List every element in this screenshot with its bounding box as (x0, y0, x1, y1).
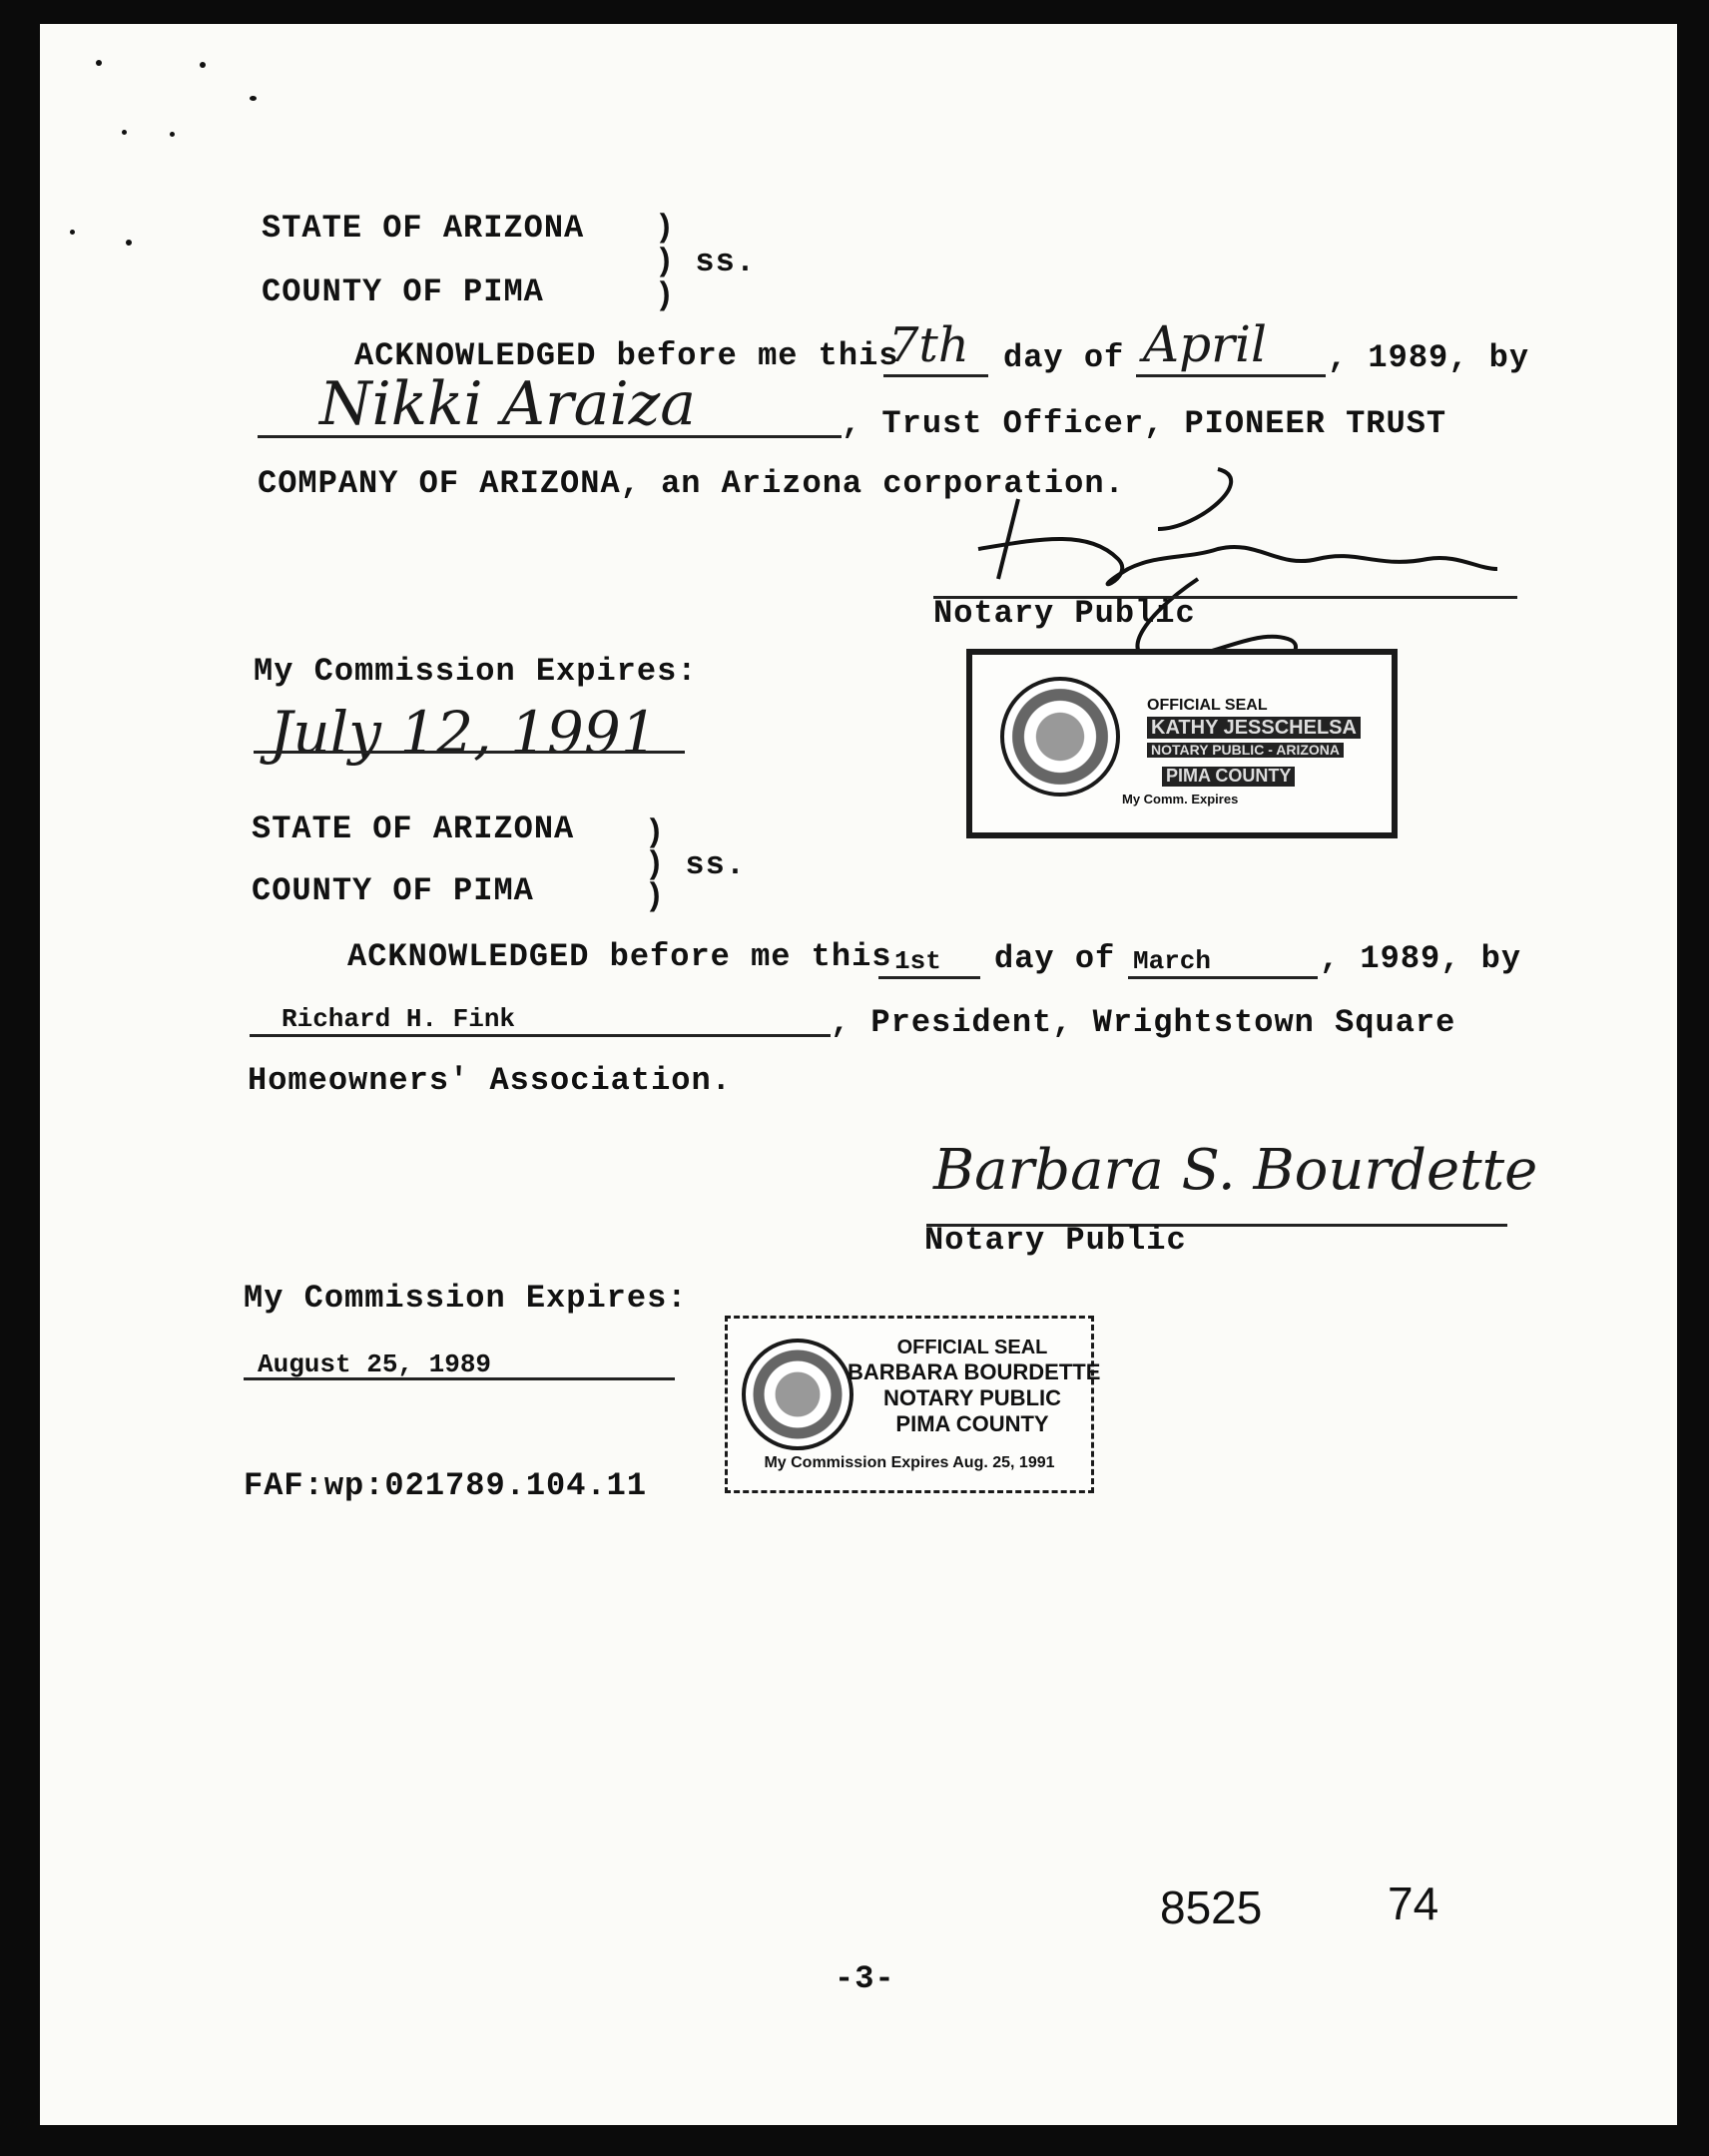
title-text: , President, Wrightstown Square (831, 1004, 1456, 1041)
scan-speck (70, 230, 75, 235)
year-by-text: , 1989, by (1320, 940, 1522, 977)
scan-speck (122, 130, 127, 135)
scan-speck (250, 96, 257, 101)
association-line: Homeowners' Association. (248, 1062, 732, 1099)
seal-text-line: PIMA COUNTY (1162, 767, 1295, 787)
notary-public-label: Notary Public (933, 595, 1196, 632)
day-of-text: day of (1003, 339, 1125, 376)
year-by-text: , 1989, by (1328, 339, 1530, 376)
seal-text-line: NOTARY PUBLIC (882, 1385, 1062, 1410)
commission-underline (254, 751, 685, 754)
bracket: ) (655, 210, 676, 247)
scan-speck (126, 240, 132, 246)
acknowledged-text: ACKNOWLEDGED before me this (347, 938, 892, 975)
scan-speck (170, 132, 175, 137)
seal-text-line: OFFICIAL SEAL (896, 1337, 1048, 1358)
file-reference: FAF:wp:021789.104.11 (244, 1467, 648, 1504)
typed-day: 1st (894, 946, 941, 976)
commission-label: My Commission Expires: (254, 653, 698, 690)
seal-text-line: KATHY JESSCHELSA (1147, 717, 1361, 739)
month-underline (1128, 976, 1318, 979)
county-line: COUNTY OF PIMA (252, 872, 534, 909)
state-line: STATE OF ARIZONA (262, 210, 585, 247)
scan-speck (200, 62, 206, 68)
bracket: ) (645, 814, 666, 851)
notary-seal-kathy (966, 649, 1398, 838)
company-line: COMPANY OF ARIZONA, an Arizona corporation. (258, 465, 1125, 502)
seal-text-line: My Commission Expires Aug. 25, 1991 (764, 1454, 1055, 1471)
month-underline (1136, 374, 1326, 377)
typed-name: Richard H. Fink (282, 1004, 516, 1034)
state-line: STATE OF ARIZONA (252, 810, 575, 847)
day-of-text: day of (994, 940, 1116, 977)
acknowledged-text: ACKNOWLEDGED before me this (354, 337, 899, 374)
bracket: ) (655, 277, 676, 314)
day-underline (883, 374, 988, 377)
handwritten-commission-date: July 12, 1991 (270, 699, 658, 767)
typed-month: March (1133, 946, 1212, 976)
handwritten-month: April (1143, 315, 1267, 373)
seal-emblem-icon (1000, 677, 1120, 797)
notary-public-label: Notary Public (924, 1222, 1187, 1259)
name-underline (250, 1034, 831, 1037)
county-line: COUNTY OF PIMA (262, 273, 544, 310)
seal-text-line: BARBARA BOURDETTE (848, 1359, 1101, 1384)
seal-text-line: My Comm. Expires (1122, 792, 1239, 807)
commission-underline (244, 1377, 675, 1380)
bracket: ) (645, 878, 666, 915)
typed-commission-date: August 25, 1989 (258, 1349, 492, 1379)
page-number: -3- (835, 1960, 895, 1997)
day-underline (878, 976, 980, 979)
handwritten-name: Nikki Araiza (319, 369, 697, 439)
seal-text-line: NOTARY PUBLIC - ARIZONA (1147, 743, 1344, 758)
ss-label: ) ss. (645, 846, 747, 883)
title-text: , Trust Officer, PIONEER TRUST (842, 405, 1447, 442)
handwritten-day: 7th (888, 317, 969, 373)
scan-speck (96, 60, 102, 66)
seal-text-line: PIMA COUNTY (895, 1411, 1049, 1436)
seal-text-line: OFFICIAL SEAL (1147, 697, 1268, 714)
document-number-suffix: 74 (1388, 1878, 1439, 1929)
name-underline (258, 435, 842, 438)
document-number: 8525 (1160, 1882, 1263, 1933)
notary-seal-barbara (725, 1316, 1101, 1493)
seal-emblem-icon (742, 1339, 854, 1450)
notary-signature: Barbara S. Bourdette (933, 1138, 1538, 1203)
ss-label: ) ss. (655, 244, 757, 280)
commission-label: My Commission Expires: (244, 1280, 688, 1317)
